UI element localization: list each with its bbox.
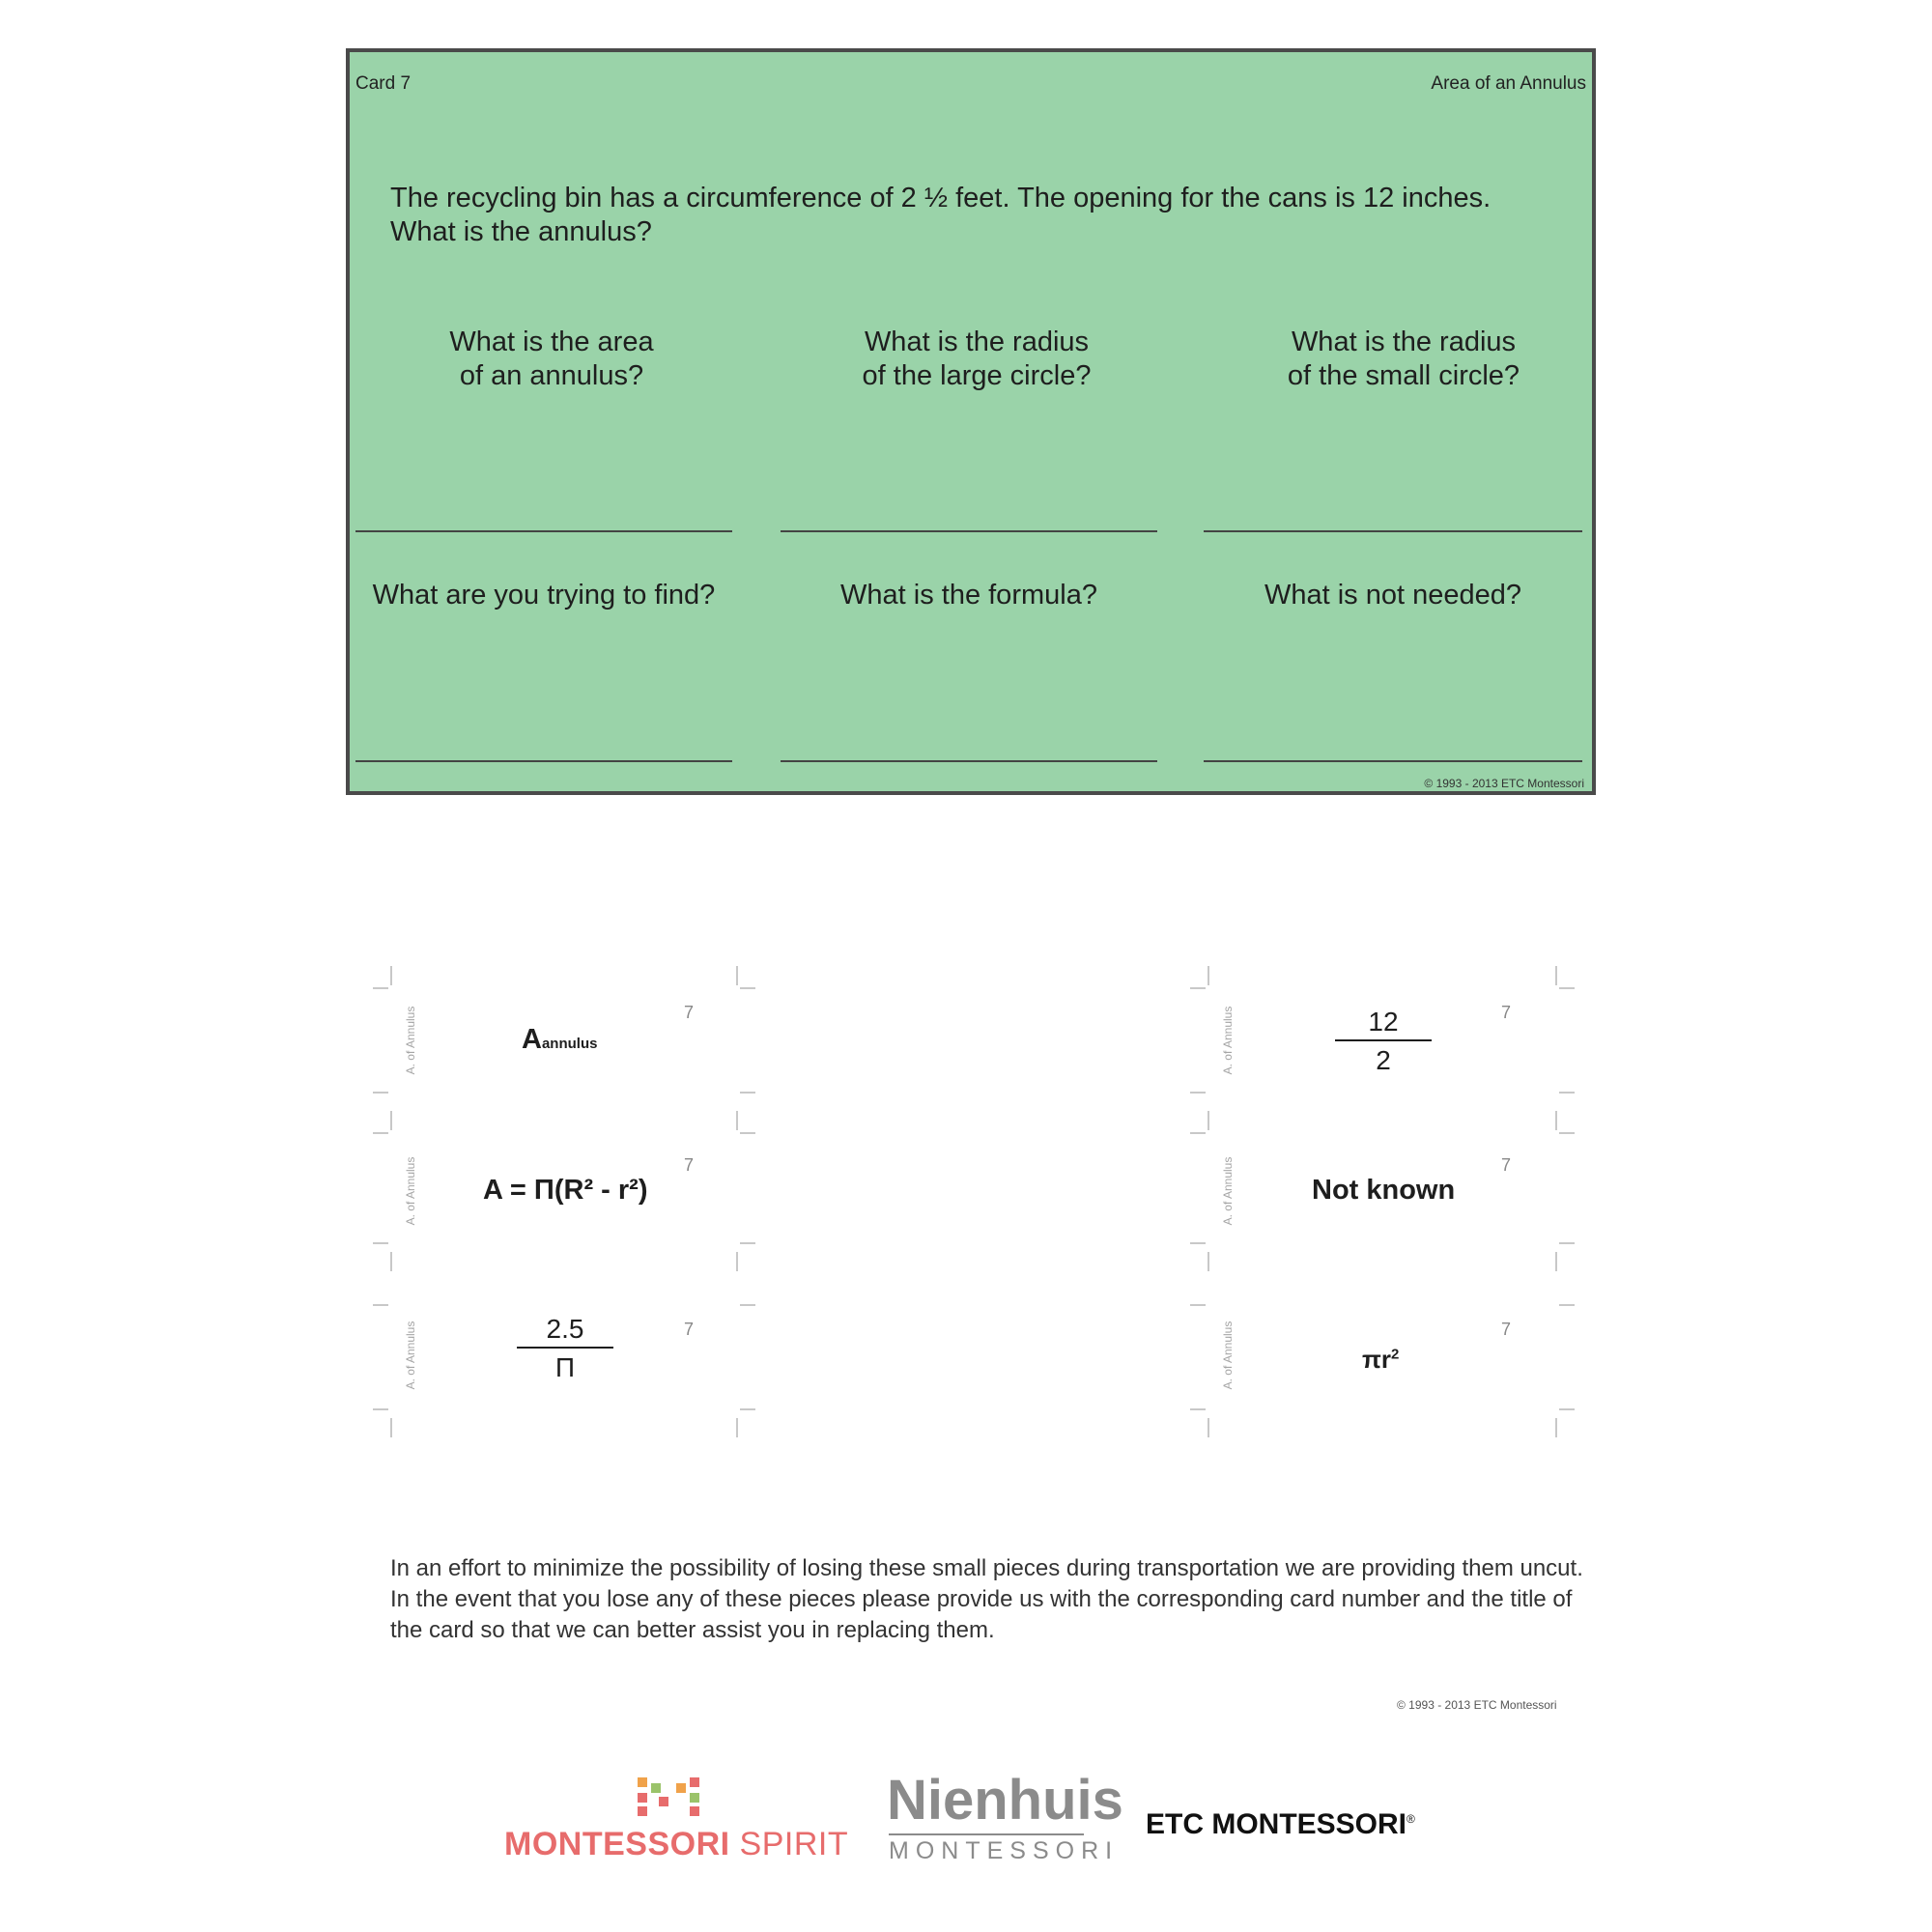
fraction-numerator: 12 [1368, 1007, 1399, 1037]
crop-mark [1190, 1132, 1206, 1134]
crop-mark [740, 1242, 755, 1244]
crop-mark [373, 1092, 388, 1094]
registered-mark: ® [1406, 1812, 1415, 1826]
piece-fraction-circumference [517, 1314, 613, 1383]
notice-paragraph: In an effort to minimize the possibility of losing these small pieces during transportation we are providing them uncut. In the event that you lose any of these pieces please provide us with the corresponding card number and the title of the card so that we can better assist you in replacing them. [390, 1555, 1583, 1643]
crop-mark [1555, 1111, 1557, 1130]
crop-mark [740, 1132, 755, 1134]
etc-wordmark: ETC MONTESSORI [1146, 1808, 1407, 1840]
crop-mark [373, 987, 388, 989]
crop-mark [740, 1408, 755, 1410]
question-line: of an annulus? [459, 360, 644, 391]
crop-mark [736, 966, 738, 985]
nienhuis-divider [889, 1833, 1084, 1835]
question-not-needed: What is not needed? [1264, 580, 1521, 611]
crop-mark [1555, 1418, 1557, 1437]
piece-formula: A = Π(R² - r²) [483, 1175, 648, 1206]
nienhuis-wordmark: Nienhuis [887, 1769, 1123, 1832]
crop-mark [1190, 987, 1206, 989]
piece-side-label: A. of Annulus [404, 1006, 417, 1075]
crop-mark [1559, 1408, 1575, 1410]
crop-mark [740, 1304, 755, 1306]
piece-card-number: 7 [1501, 1155, 1512, 1175]
piece-fraction-radius [1335, 1007, 1432, 1076]
crop-mark [390, 966, 392, 985]
problem-text: The recycling bin has a circumference of 2 ½ feet. The opening for the cans is 12 inches. What is the annulus? [390, 183, 1492, 247]
question-line: What is the radius [864, 327, 1090, 357]
piece-side-label: A. of Annulus [1221, 1321, 1235, 1390]
crop-mark [373, 1304, 388, 1306]
crop-mark [1559, 1304, 1575, 1306]
piece-card-number: 7 [684, 1003, 695, 1022]
crop-mark [1190, 1092, 1206, 1094]
crop-mark [373, 1132, 388, 1134]
piece-card-number: 7 [1501, 1003, 1512, 1022]
crop-mark [740, 987, 755, 989]
montessori-spirit-wordmark [504, 1826, 848, 1863]
piece-pi-r-squared [1362, 1345, 1399, 1375]
a-annulus-subscript: annulus [541, 1036, 598, 1052]
crop-mark [1208, 1252, 1209, 1271]
fraction-denominator: 2 [1335, 1039, 1432, 1076]
fraction-denominator: Π [517, 1347, 613, 1383]
crop-mark [1190, 1304, 1206, 1306]
piece-side-label: A. of Annulus [1221, 1006, 1235, 1075]
page-copyright: © 1993 - 2013 ETC Montessori [1397, 1698, 1557, 1712]
crop-mark [736, 1111, 738, 1130]
crop-mark [736, 1418, 738, 1437]
crop-mark [373, 1408, 388, 1410]
piece-side-label: A. of Annulus [404, 1156, 417, 1226]
a-annulus-main: A [522, 1024, 542, 1055]
question-line: of the large circle? [862, 360, 1092, 391]
crop-mark [1559, 1132, 1575, 1134]
question-line: What is the area [449, 327, 654, 357]
question-find: What are you trying to find? [372, 580, 716, 611]
card-title: Area of an Annulus [1431, 73, 1586, 94]
crop-mark [1559, 1242, 1575, 1244]
crop-mark [740, 1092, 755, 1094]
montessori-spirit-logo [504, 1774, 849, 1880]
fraction-numerator: 2.5 [546, 1314, 584, 1344]
crop-mark [390, 1111, 392, 1130]
crop-mark [1208, 966, 1209, 985]
crop-mark [1190, 1242, 1206, 1244]
logo-word-light: SPIRIT [729, 1826, 849, 1862]
crop-mark [373, 1242, 388, 1244]
piece-a-annulus [522, 1024, 597, 1056]
montessori-spirit-mark-icon [638, 1774, 699, 1818]
question-formula: What is the formula? [840, 580, 1097, 611]
piece-not-known: Not known [1312, 1175, 1456, 1206]
nienhuis-subtitle: MONTESSORI [889, 1837, 1120, 1864]
crop-mark [1559, 987, 1575, 989]
logo-word-bold: MONTESSORI [504, 1826, 730, 1862]
crop-mark [1559, 1092, 1575, 1094]
crop-mark [390, 1418, 392, 1437]
piece-side-label: A. of Annulus [404, 1321, 417, 1390]
nienhuis-logo [887, 1768, 1123, 1874]
card-number: Card 7 [355, 73, 412, 94]
crop-mark [1555, 1252, 1557, 1271]
crop-mark [1190, 1408, 1206, 1410]
crop-mark [1208, 1418, 1209, 1437]
question-line: What is the radius [1291, 327, 1517, 357]
crop-mark [390, 1252, 392, 1271]
question-line: of the small circle? [1287, 360, 1520, 391]
crop-mark [1555, 966, 1557, 985]
piece-card-number: 7 [1501, 1320, 1512, 1339]
piece-card-number: 7 [684, 1155, 695, 1175]
pi-r-exponent: 2 [1391, 1346, 1400, 1363]
piece-card-number: 7 [684, 1320, 695, 1339]
card-copyright: © 1993 - 2013 ETC Montessori [1424, 777, 1584, 790]
pi-r-main: πr [1362, 1345, 1392, 1374]
crop-mark [736, 1252, 738, 1271]
piece-side-label: A. of Annulus [1221, 1156, 1235, 1226]
crop-mark [1208, 1111, 1209, 1130]
etc-montessori-logo [1146, 1808, 1415, 1841]
